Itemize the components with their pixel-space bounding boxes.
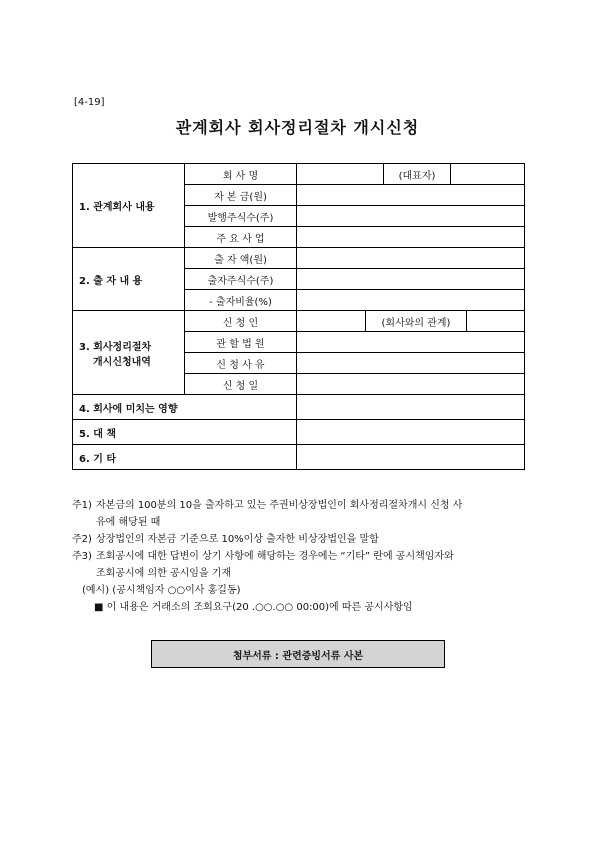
note-example: (예시) (공시책임자 ○○이사 홍길동) [82, 585, 241, 596]
value-court[interactable] [297, 332, 525, 353]
note-3-key: 주3) [72, 551, 92, 562]
value-other[interactable] [297, 445, 525, 470]
label-date: 신 청 일 [185, 374, 297, 395]
note-1-line1: 자본금의 100분의 10을 출자하고 있는 주권비상장법인이 회사정리절차개시 신청 사 [96, 500, 463, 511]
page-title: 관계회사 회사정리절차 개시신청 [175, 118, 420, 137]
label-investment-shares: 출자주식수(주) [185, 269, 297, 290]
section-impact: 4. 회사에 미치는 영향 [73, 395, 297, 420]
attachment-box: 첨부서류 : 관련증빙서류 사본 [151, 640, 445, 668]
notes [72, 497, 527, 616]
section-company-info: 1. 관계회사 내용 [73, 164, 185, 248]
value-company-name[interactable] [297, 164, 525, 185]
label-representative: (대표자) [383, 164, 451, 184]
label-applicant: 신 청 인 [185, 311, 297, 332]
note-3-line2: 조회공시에 의한 공시임을 기재 [96, 568, 232, 579]
note-3-cont [72, 565, 527, 582]
section-reorganization-line1: 3. 회사정리절차 [79, 341, 152, 353]
value-main-business[interactable] [297, 227, 525, 248]
note-bullet-row [72, 599, 527, 616]
value-issued-shares[interactable] [297, 206, 525, 227]
value-applicant[interactable] [297, 311, 525, 332]
label-reason: 신 청 사 유 [185, 353, 297, 374]
value-investment-amount[interactable] [297, 248, 525, 269]
value-investment-shares[interactable] [297, 269, 525, 290]
label-main-business: 주 요 사 업 [185, 227, 297, 248]
value-capital[interactable] [297, 185, 525, 206]
note-bullet-text: 이 내용은 거래소의 조회요구(20 .○○.○○ 00:00)에 따른 공시사항임 [106, 602, 413, 613]
value-reason[interactable] [297, 353, 525, 374]
square-bullet-icon: ■ [94, 602, 104, 613]
note-2-key: 주2) [72, 534, 92, 545]
section-other: 6. 기 타 [73, 445, 297, 470]
section-reorganization [73, 311, 185, 395]
section-reorganization-line2: 개시신청내역 [93, 356, 151, 368]
note-1-cont [72, 514, 527, 531]
value-investment-ratio[interactable] [297, 290, 525, 311]
application-form-table [72, 163, 525, 470]
note-1 [72, 497, 527, 514]
value-countermeasure[interactable] [297, 420, 525, 445]
section-investment: 2. 출 자 내 용 [73, 248, 185, 311]
note-2-text: 상장법인의 자본금 기준으로 10%이상 출자한 비상장법인을 말함 [96, 534, 379, 545]
label-issued-shares: 발행주식수(주) [185, 206, 297, 227]
form-code: [4-19] [74, 97, 105, 108]
section-countermeasure: 5. 대 책 [73, 420, 297, 445]
label-investment-amount: 출 자 액(원) [185, 248, 297, 269]
note-2 [72, 531, 527, 548]
label-capital: 자 본 금(원) [185, 185, 297, 206]
note-1-line2: 유에 해당된 때 [96, 517, 161, 528]
label-investment-ratio: - 출자비율(%) [185, 290, 297, 311]
note-3-line1: 조회공시에 대한 답변이 상기 사항에 해당하는 경우에는 “기타” 란에 공시책임자와 [96, 551, 454, 562]
value-date[interactable] [297, 374, 525, 395]
note-3 [72, 548, 527, 565]
label-company-name: 회 사 명 [185, 164, 297, 185]
value-impact[interactable] [297, 395, 525, 420]
note-1-key: 주1) [72, 500, 92, 511]
label-relation: (회사와의 관계) [365, 311, 467, 331]
label-court: 관 할 법 원 [185, 332, 297, 353]
